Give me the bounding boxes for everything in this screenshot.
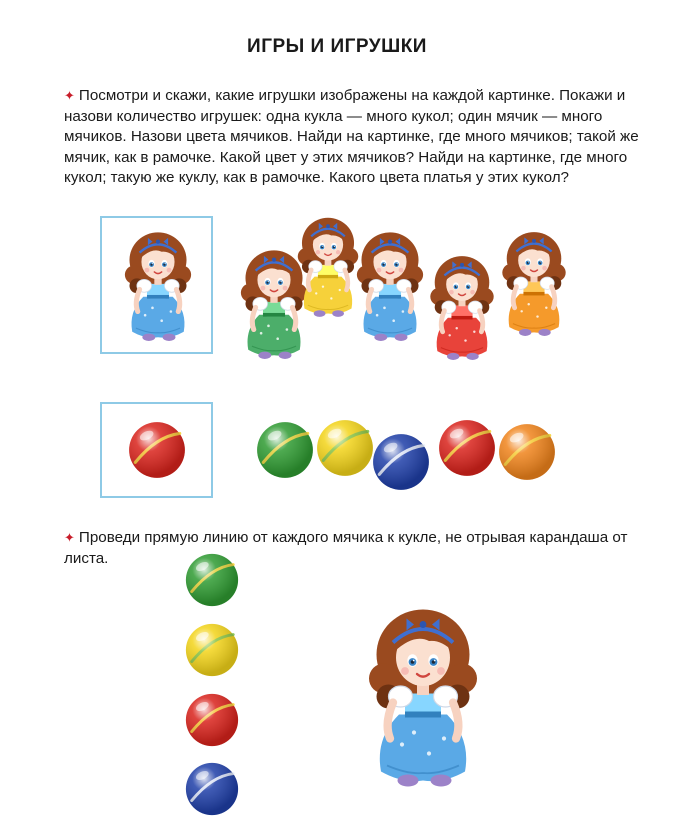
ball-yellow[interactable] — [314, 417, 376, 479]
column-ball-red[interactable] — [183, 691, 241, 749]
column-ball-blue[interactable] — [183, 760, 241, 818]
ball-blue[interactable] — [370, 431, 432, 493]
task-2-instructions — [64, 528, 654, 569]
task-1-instructions — [64, 86, 654, 189]
task-2-text: Проведи прямую линию от каждого мячика к кукле, не отрывая карандаша от листа. — [64, 529, 628, 567]
star-bullet-icon: ✦ — [64, 88, 75, 103]
page-title: ИГРЫ И ИГРУШКИ — [247, 36, 427, 57]
ball-green[interactable] — [254, 419, 316, 481]
doll-orange-dress[interactable] — [490, 222, 578, 339]
framed-ball[interactable] — [126, 419, 188, 481]
star-bullet-icon: ✦ — [64, 530, 75, 545]
ball-red[interactable] — [436, 417, 498, 479]
single-doll[interactable] — [348, 594, 498, 790]
column-ball-green[interactable] — [183, 551, 241, 609]
ball-orange[interactable] — [496, 421, 558, 483]
framed-doll[interactable] — [112, 222, 204, 344]
column-ball-yellow[interactable] — [183, 621, 241, 679]
task-1-text: Посмотри и скажи, какие игрушки изображены на каждой картинке. Покажи и назови количество игрушек: одна кукла — много кукол; один мячик — много мячиков. Назови цвета мячиков. Найди на картинке, где много мячиков; такой же мячик, как в рамочке. Какой цвет у этих мячиков? Найди на картинке, где много кукол; такую же куклу, как в рамочке. Какого цвета платья у этих кукол? — [64, 87, 639, 186]
